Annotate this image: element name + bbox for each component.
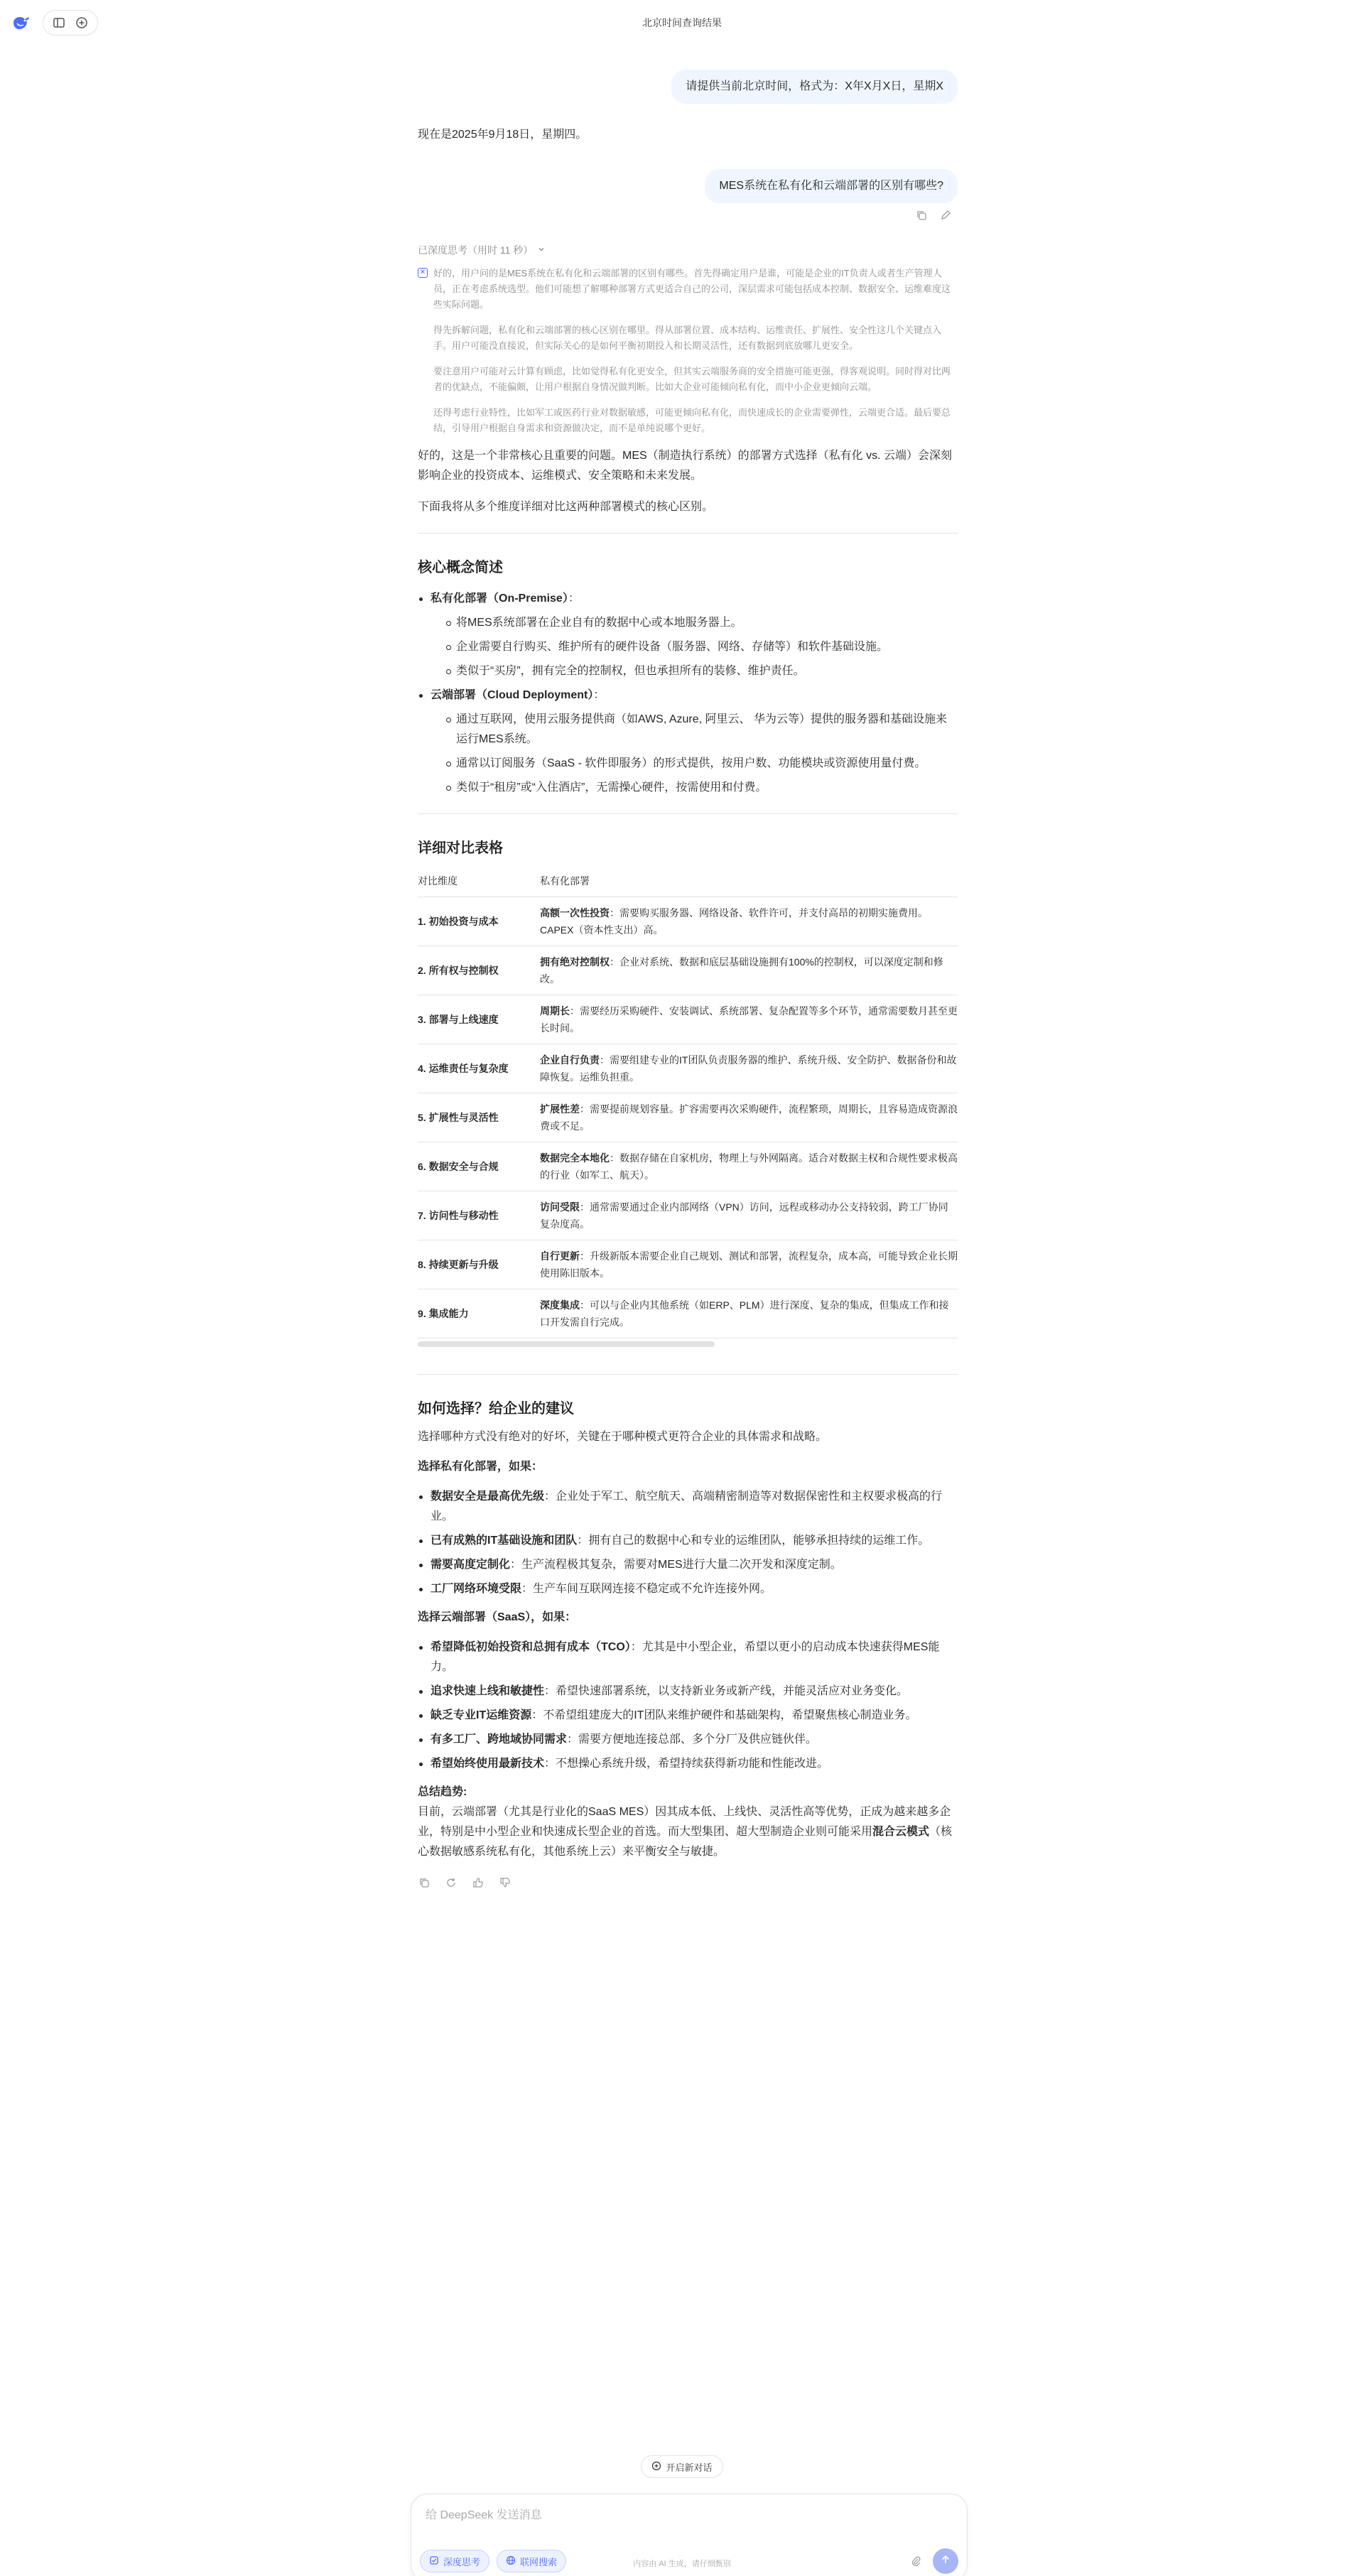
column-header: 私有化部署 xyxy=(540,865,958,897)
thinking-label: 已深度思考（用时 11 秒） xyxy=(418,244,534,256)
section-heading: 详细对比表格 xyxy=(418,840,503,856)
cell-text: ：数据存储在自家机房，物理上与外网隔离。适合对数据主权和合规性要求极高的行业（如军工、航天）。 xyxy=(540,1152,958,1181)
summary-text: 目前，云端部署（尤其是行业化的SaaS MES）因其成本低、上线快、灵活性高等优势，正成为越来越多企业，特别是中小型企业和快速成长型企业的首选。而大型集团、超大型制造企业则可能采用 xyxy=(418,1806,951,1838)
cell-text: ：需要经历采购硬件、安装调试、系统部署、复杂配置等多个环节，通常需要数月甚至更长时间。 xyxy=(540,1005,958,1034)
divider xyxy=(418,533,958,534)
cell-key: 自行更新 xyxy=(540,1250,580,1262)
list-item xyxy=(418,1487,958,1527)
item-key: 已有成熟的IT基础设施和团队 xyxy=(431,1535,578,1547)
table-row xyxy=(418,1191,958,1240)
copy-icon[interactable] xyxy=(915,209,928,222)
item-key: 工厂网络环境受限 xyxy=(431,1583,522,1595)
cell-text: ：需要购买服务器、网络设备、软件许可，并支付高昂的初期实施费用。CAPEX（资本性支出）高。 xyxy=(540,907,928,936)
copy-icon[interactable] xyxy=(418,1876,431,1889)
table-cell-dimension: 6. 数据安全与合规 xyxy=(418,1142,540,1191)
message-actions xyxy=(418,209,958,222)
edit-icon[interactable] xyxy=(939,209,952,222)
list-item: 通过互联网，使用云服务提供商（如AWS, Azure, 阿里云、 华为云等）提供的服务器和基础设施来运行MES系统。 xyxy=(431,710,958,749)
item-text: ：希望快速部署系统，以支持新业务或新产线，并能灵活应对业务变化。 xyxy=(544,1685,909,1697)
thinking-icon: ✕ xyxy=(418,268,428,278)
column-header: 对比维度 xyxy=(418,865,540,897)
item-key: 有多工厂、跨地域协同需求 xyxy=(431,1733,568,1746)
table-cell xyxy=(540,1191,958,1240)
table-cell-dimension: 5. 扩展性与灵活性 xyxy=(418,1093,540,1142)
item-key: 缺乏专业IT运维资源 xyxy=(431,1709,532,1721)
item-key: 数据安全是最高优先级 xyxy=(431,1490,545,1503)
cell-text: ：需要提前规划容量。扩容需要再次采购硬件，流程繁琐，周期长，且容易造成资源浪费或不足。 xyxy=(540,1103,958,1132)
item-key: 需要高度定制化 xyxy=(431,1559,511,1571)
table-row xyxy=(418,946,958,995)
cell-key: 数据完全本地化 xyxy=(540,1152,610,1164)
ai-disclaimer: 内容由 AI 生成，请仔细甄别 xyxy=(633,2560,731,2568)
cell-text: ：可以与企业内其他系统（如ERP、PLM）进行深度、复杂的集成，但集成工作和接口开发需自行完成。 xyxy=(540,1299,949,1328)
table-row xyxy=(418,1289,958,1338)
list-item: 云端部署（Cloud Deployment）： 通过互联网，使用云服务提供商（如AWS, Azure, 阿里云、 华为云等）提供的服务器和基础设施来运行MES系统。 通常以订阅服务（SaaS - 软件即服务）的形式提供，按用户数、功能模块或资源使用量付费。 类似于“租房”或“入住酒店”，无需操心硬件，按需使用和付费。 xyxy=(418,686,958,798)
deep-think-label: 深度思考 xyxy=(443,2556,481,2567)
message-input[interactable] xyxy=(426,2506,951,2526)
table-cell-dimension: 1. 初始投资与成本 xyxy=(418,897,540,946)
user-bubble: 请提供当前北京时间，格式为：X年X月X日，星期X xyxy=(671,70,958,104)
chevron-down-icon xyxy=(537,244,546,256)
list-item xyxy=(418,1579,958,1599)
answer-intro: 好的，这是一个非常核心且重要的问题。MES（制造执行系统）的部署方式选择（私有化 vs. 云端）会深刻影响企业的投资成本、运维模式、安全策略和未来发展。 xyxy=(418,450,953,482)
advice-subheading: 选择云端部署（SaaS），如果： xyxy=(418,1611,577,1623)
table-cell-dimension: 9. 集成能力 xyxy=(418,1289,540,1338)
table-row xyxy=(418,995,958,1044)
list-item: 将MES系统部署在企业自有的数据中心或本地服务器上。 xyxy=(431,613,958,633)
cell-key: 周期长 xyxy=(540,1005,570,1017)
top-bar xyxy=(0,0,1364,45)
concept-list xyxy=(418,589,958,798)
table-cell xyxy=(540,1289,958,1338)
table-cell xyxy=(540,1240,958,1289)
table-horizontal-scrollbar[interactable] xyxy=(418,1341,715,1347)
item-text: ：生产流程极其复杂，需要对MES进行大量二次开发和深度定制。 xyxy=(510,1559,842,1571)
summary-text: （核心数据敏感系统私有化，其他系统上云）来平衡安全与敏捷。 xyxy=(418,1826,953,1858)
item-text: ：拥有自己的数据中心和专业的运维团队，能够承担持续的运维工作。 xyxy=(577,1535,930,1547)
page-title: 北京时间查询结果 xyxy=(642,17,722,28)
list-item xyxy=(418,1682,958,1701)
advice-list xyxy=(418,1487,958,1599)
new-chat-row xyxy=(0,2455,1364,2478)
table-cell-dimension: 4. 运维责任与复杂度 xyxy=(418,1044,540,1093)
thinking-toggle[interactable] xyxy=(418,243,958,257)
item-key: 希望降低初始投资和总拥有成本（TCO） xyxy=(431,1641,631,1653)
list-item-title: 私有化部署（On-Premise） xyxy=(431,592,568,605)
table-cell-dimension: 7. 访问性与移动性 xyxy=(418,1191,540,1240)
table-row xyxy=(418,1093,958,1142)
item-text: ：不想操心系统升级，希望持续获得新功能和性能改进。 xyxy=(544,1758,829,1770)
thumbs-up-icon[interactable] xyxy=(472,1876,485,1889)
cell-text: ：企业对系统、数据和底层基础设施拥有100%的控制权，可以深度定制和修改。 xyxy=(540,956,943,985)
new-chat-icon xyxy=(651,2461,661,2473)
cell-key: 访问受限 xyxy=(540,1201,580,1213)
item-text: ：企业处于军工、航空航天、高端精密制造等对数据保密性和主权要求极高的行业。 xyxy=(431,1490,943,1522)
list-item: 企业需要自行购买、维护所有的硬件设备（服务器、网络、存储等）和软件基础设施。 xyxy=(431,637,958,657)
list-item xyxy=(418,1638,958,1677)
cell-key: 拥有绝对控制权 xyxy=(540,956,610,968)
cell-text: ：升级新版本需要企业自己规划、测试和部署，流程复杂，成本高，可能导致企业长期使用陈旧版本。 xyxy=(540,1250,958,1279)
list-item xyxy=(418,1555,958,1575)
cell-text: ：通常需要通过企业内部网络（VPN）访问，远程或移动办公支持较弱，跨工厂协同复杂度高。 xyxy=(540,1201,948,1230)
divider xyxy=(418,1374,958,1375)
item-text: ：不希望组建庞大的IT团队来维护硬件和基础架构，希望聚焦核心制造业务。 xyxy=(531,1709,917,1721)
assistant-answer: 现在是2025年9月18日，星期四。 xyxy=(418,129,588,141)
section-heading: 核心概念简述 xyxy=(418,560,503,575)
cell-text: ：需要组建专业的IT团队负责服务器的维护、系统升级、安全防护、数据备份和故障恢复。运维负担重。 xyxy=(540,1054,957,1083)
regenerate-icon[interactable] xyxy=(445,1876,458,1889)
list-item xyxy=(418,1730,958,1750)
table-cell xyxy=(540,1093,958,1142)
cell-key: 企业自行负责 xyxy=(540,1054,600,1066)
item-text: ：生产车间互联网连接不稳定或不允许连接外网。 xyxy=(521,1583,772,1595)
table-row xyxy=(418,1240,958,1289)
table-cell xyxy=(540,1044,958,1093)
sub-list xyxy=(431,710,958,798)
item-key: 追求快速上线和敏捷性 xyxy=(431,1685,545,1697)
section-heading: 如何选择？给企业的建议 xyxy=(418,1401,574,1417)
list-item: 通常以订阅服务（SaaS - 软件即服务）的形式提供，按用户数、功能模块或资源使用量付费。 xyxy=(431,754,958,774)
list-item: 类似于“租房”或“入住酒店”，无需操心硬件，按需使用和付费。 xyxy=(431,778,958,798)
web-search-label: 联网搜索 xyxy=(520,2556,558,2567)
thinking-content xyxy=(418,266,958,436)
list-item xyxy=(418,1531,958,1551)
cell-key: 高额一次性投资 xyxy=(540,907,610,919)
cell-key: 深度集成 xyxy=(540,1299,580,1311)
table-header-row xyxy=(418,865,958,897)
answer-intro: 下面我将从多个维度详细对比这两种部署模式的核心区别。 xyxy=(418,501,714,513)
item-text: ：需要方便地连接总部、多个分厂及供应链伙伴。 xyxy=(567,1733,818,1746)
thinking-paragraph: 还得考虑行业特性，比如军工或医药行业对数据敏感，可能更倾向私有化，而快速成长的企业需要弹性，云端更合适。最后要总结，引导用户根据自身需求和资源做决定，而不是单纯说哪个更好。 xyxy=(433,407,951,433)
list-item: 私有化部署（On-Premise）： 将MES系统部署在企业自有的数据中心或本地服务器上。 企业需要自行购买、维护所有的硬件设备（服务器、网络、存储等）和软件基础设施。 类似于“买房”，拥有完全的控制权，但也承担所有的装修、维护责任。 xyxy=(418,589,958,681)
new-chat-label: 开启新对话 xyxy=(666,2462,713,2473)
table-cell-dimension: 8. 持续更新与升级 xyxy=(418,1240,540,1289)
summary-paragraph xyxy=(418,1802,958,1862)
advice-subheading: 选择私有化部署，如果： xyxy=(418,1461,543,1473)
thinking-paragraph: 要注意用户可能对云计算有顾虑，比如觉得私有化更安全，但其实云端服务商的安全措施可能更强，得客观说明。同时得对比两者的优缺点，不能偏颇，让用户根据自身情况做判断。比如大企业可能倾向私有化，而中小企业更倾向云端。 xyxy=(433,366,951,392)
table-row xyxy=(418,1044,958,1093)
answer-actions xyxy=(418,1876,958,1889)
item-key: 希望始终使用最新技术 xyxy=(431,1758,545,1770)
table-cell xyxy=(540,946,958,995)
advice-list xyxy=(418,1638,958,1774)
item-text: ：尤其是中小型企业，希望以更小的启动成本快速获得MES能力。 xyxy=(431,1641,940,1673)
table-row xyxy=(418,1142,958,1191)
list-item: 类似于“买房”，拥有完全的控制权，但也承担所有的装修、维护责任。 xyxy=(431,661,958,681)
thumbs-down-icon[interactable] xyxy=(499,1876,512,1889)
table-cell xyxy=(540,1142,958,1191)
table-row xyxy=(418,897,958,946)
user-message xyxy=(418,70,958,104)
user-message xyxy=(418,169,958,203)
table-cell xyxy=(540,995,958,1044)
divider xyxy=(418,813,958,814)
list-item xyxy=(418,1706,958,1726)
new-chat-button[interactable] xyxy=(641,2455,722,2478)
thinking-paragraph: 得先拆解问题，私有化和云端部署的核心区别在哪里。得从部署位置、成本结构、运维责任、扩展性、安全性这几个关键点入手。用户可能没直接说，但实际关心的是如何平衡初期投入和长期灵活性，还有数据到底放哪儿更安全。 xyxy=(433,325,942,351)
advice-intro: 选择哪种方式没有绝对的好坏，关键在于哪种模式更符合企业的具体需求和战略。 xyxy=(418,1431,828,1443)
sub-list xyxy=(431,613,958,681)
comparison-table xyxy=(418,865,958,1338)
summary-heading: 总结趋势: xyxy=(418,1786,467,1798)
table-cell-dimension: 3. 部署与上线速度 xyxy=(418,995,540,1044)
thinking-paragraph: 好的，用户问的是MES系统在私有化和云端部署的区别有哪些。首先得确定用户是谁，可能是企业的IT负责人或者生产管理人员，正在考虑系统选型。他们可能想了解哪种部署方式更适合自己的公司，深层需求可能包括成本控制、数据安全、运维难度这些实际问题。 xyxy=(433,268,951,310)
conversation xyxy=(418,45,958,1889)
table-cell-dimension: 2. 所有权与控制权 xyxy=(418,946,540,995)
table-cell xyxy=(540,897,958,946)
list-item xyxy=(418,1754,958,1774)
user-bubble: MES系统在私有化和云端部署的区别有哪些? xyxy=(705,169,958,203)
cell-key: 扩展性差 xyxy=(540,1103,580,1115)
list-item-title: 云端部署（Cloud Deployment） xyxy=(431,689,594,701)
summary-highlight: 混合云模式 xyxy=(872,1826,930,1838)
